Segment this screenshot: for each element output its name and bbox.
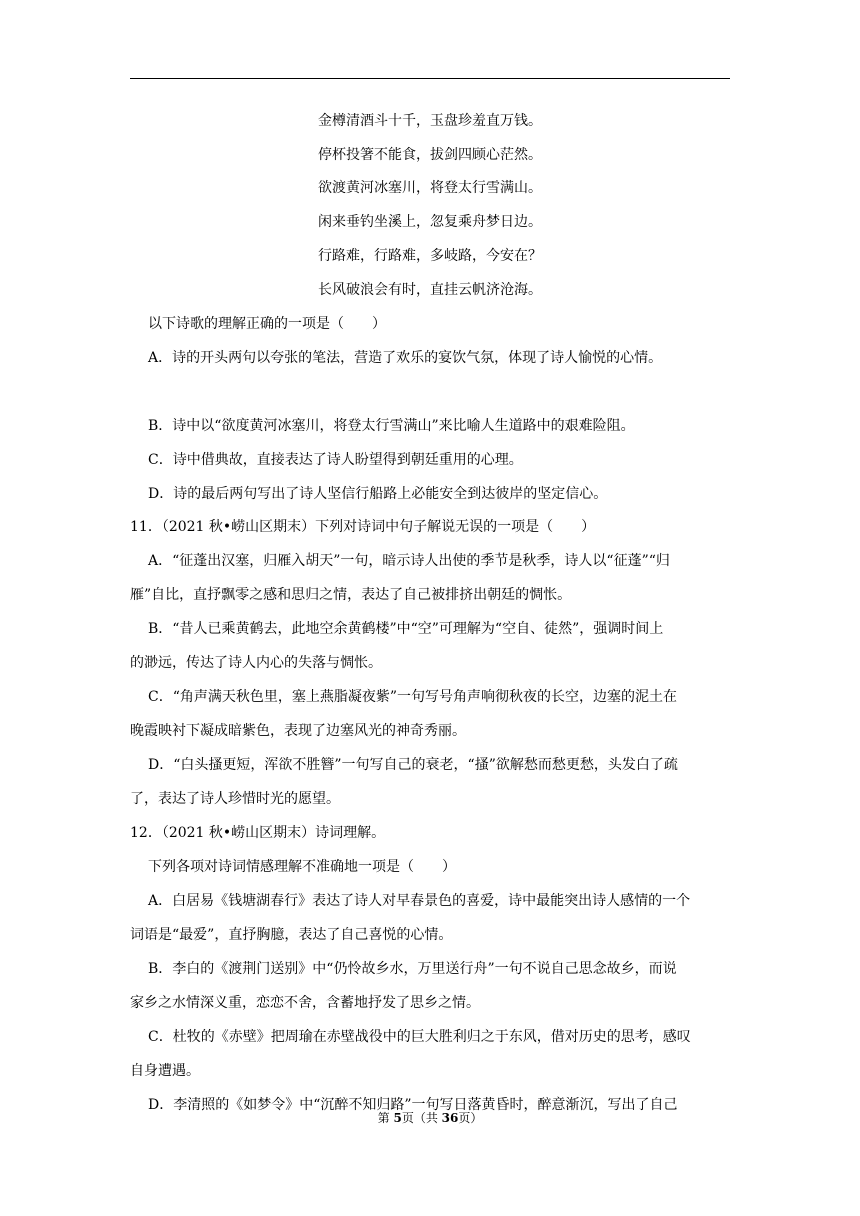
option-a-cont: 词语是“最爱”，直抒胸臆，表达了自己喜悦的心情。 xyxy=(130,927,453,943)
option-d: D．诗的最后两句写出了诗人坚信行船路上必能安全到达彼岸的坚定信心。 xyxy=(148,486,608,502)
question-stem: 以下诗歌的理解正确的一项是（ ） xyxy=(148,316,386,332)
page-total: 36 xyxy=(441,1111,459,1125)
poem-line: 闲来垂钓坐溪上，忽复乘舟梦日边。 xyxy=(318,214,542,230)
option-c: C．“角声满天秋色里，塞上燕脂凝夜紫”一句写号角声响彻秋夜的长空，边塞的泥土在 xyxy=(148,689,678,705)
option-b-cont: 的渺远，传达了诗人内心的失落与惆怅。 xyxy=(130,655,382,671)
header-rule xyxy=(130,78,730,79)
option-b: B．“昔人已乘黄鹤去，此地空余黄鹤楼”中“空”可理解为“空自、徒然”，强调时间上 xyxy=(148,621,664,637)
poem-line: 停杯投箸不能食，拔剑四顾心茫然。 xyxy=(318,147,542,163)
poem-line: 行路难，行路难，多岐路，今安在？ xyxy=(318,248,542,264)
poem-line: 欲渡黄河冰塞川，将登太行雪满山。 xyxy=(318,180,542,196)
page-number: 5 xyxy=(393,1111,402,1125)
option-a: A．诗的开头两句以夸张的笔法，营造了欢乐的宴饮气氛，体现了诗人愉悦的心情。 xyxy=(148,350,663,366)
footer-middle: 页（共 xyxy=(401,1111,442,1125)
option-c-cont: 自身遭遇。 xyxy=(130,1063,200,1079)
option-b-cont: 家乡之水情深义重，恋恋不舍，含蓄地抒发了思乡之情。 xyxy=(130,995,480,1011)
option-b: B．李白的《渡荆门送别》中“仍怜故乡水，万里送行舟”一句不说自己思念故乡，而说 xyxy=(148,961,677,977)
question-title: 11．（2021 秋•崂山区期末）下列对诗词中句子解说无误的一项是（ ） xyxy=(130,519,596,535)
option-d: D．“白头搔更短，浑欲不胜簪”一句写自己的衰老，“搔”欲解愁而愁更愁，头发白了疏 xyxy=(148,757,678,773)
option-c: C．杜牧的《赤壁》把周瑜在赤壁战役中的巨大胜利归之于东风，借对历史的思考，感叹 xyxy=(148,1029,691,1045)
question-stem: 下列各项对诗词情感理解不准确地一项是（ ） xyxy=(148,859,456,875)
page-footer xyxy=(0,1110,860,1126)
option-d: D．李清照的《如梦令》中“沉醉不知归路”一句写日落黄昏时，醉意渐沉，写出了自己 xyxy=(148,1097,678,1113)
poem-line: 金樽清酒斗十千，玉盘珍羞直万钱。 xyxy=(318,113,542,129)
option-b: B．诗中以“欲度黄河冰塞川，将登太行雪满山”来比喻人生道路中的艰难险阻。 xyxy=(148,418,635,434)
poem-line: 长风破浪会有时，直挂云帆济沧海。 xyxy=(318,282,542,298)
option-c-cont: 晚霞映衬下凝成暗紫色，表现了边塞风光的神奇秀丽。 xyxy=(130,723,466,739)
footer-suffix: 页） xyxy=(458,1111,483,1125)
option-a: A．“征蓬出汉塞，归雁入胡天”一句，暗示诗人出使的季节是秋季，诗人以“征蓬”“归 xyxy=(148,553,670,569)
option-d-cont: 了，表达了诗人珍惜时光的愿望。 xyxy=(130,791,340,807)
option-a-cont: 雁”自比，直抒飘零之感和思归之情，表达了自己被排挤出朝廷的惆怅。 xyxy=(130,587,572,603)
footer-prefix: 第 xyxy=(377,1111,394,1125)
option-a: A．白居易《钱塘湖春行》表达了诗人对早春景色的喜爱，诗中最能突出诗人感情的一个 xyxy=(148,893,691,909)
option-c: C．诗中借典故，直接表达了诗人盼望得到朝廷重用的心理。 xyxy=(148,452,523,468)
question-title: 12．（2021 秋•崂山区期末）诗词理解。 xyxy=(130,825,386,841)
